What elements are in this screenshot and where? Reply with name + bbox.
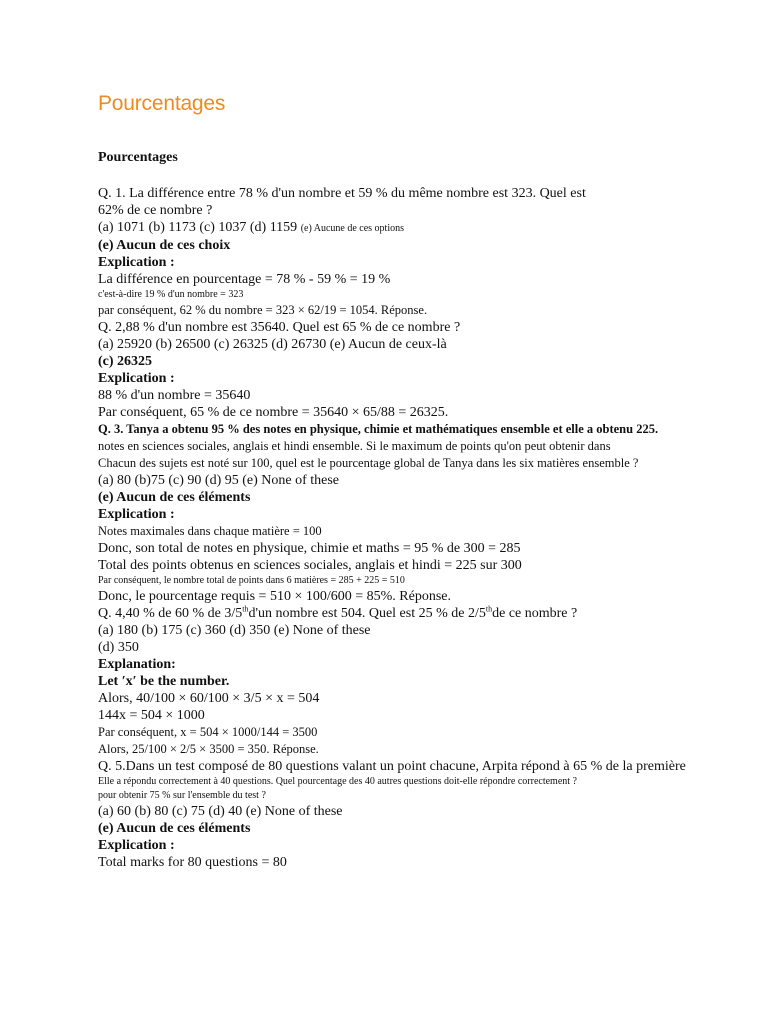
text-line [98,370,718,387]
text-line [98,707,718,724]
text-line [98,775,718,789]
line-text: (e) Aucun de ces éléments [98,490,251,505]
line-text: (a) 80 (b)75 (c) 90 (d) 95 (e) None of these [98,473,340,488]
text-line [98,302,718,319]
line-text: Let ′x′ be the number. [98,674,230,689]
text-line [98,639,718,656]
line-text: Q. 4,40 % de 60 % de 3/5 [98,606,243,621]
line-text: Donc, son total de notes en physique, chimie et maths = 95 % de 300 = 285 [98,541,521,556]
text-line [98,741,718,758]
text-line [98,540,718,557]
text-line [98,421,718,438]
text-line [98,724,718,741]
page-title: Pourcentages [98,92,226,115]
line-text: Alors, 40/100 × 60/100 × 3/5 × x = 504 [98,691,320,706]
text-line [98,506,718,523]
line-text: d'un nombre est 504. Quel est 25 % de 2/5 [248,606,486,621]
line-text: Q. 3. Tanya a obtenu 95 % des notes en physique, chimie et mathématiques ensemble et elle a obtenu 225. [98,422,659,436]
text-line [98,404,718,421]
line-text: Total marks for 80 questions = 80 [98,855,287,870]
line-text: Chacun des sujets est noté sur 100, quel est le pourcentage global de Tanya dans les six matières ensemble ? [98,456,639,470]
line-text: (e) Aucun de ces éléments [98,821,251,836]
line-text: Explication : [98,838,175,853]
text-line [98,237,718,254]
text-line [98,789,718,803]
line-text: Explication : [98,255,175,270]
superscript: th [242,604,249,614]
line-text: (a) 180 (b) 175 (c) 360 (d) 350 (e) None of these [98,623,371,638]
text-line [98,489,718,506]
text-line [98,319,718,336]
text-line [98,673,718,690]
document-body [98,149,718,871]
text-line [98,690,718,707]
text-line [98,472,718,489]
text-line [98,523,718,540]
superscript: th [485,604,493,614]
text-lines [98,185,718,871]
text-line [98,656,718,673]
text-line [98,837,718,854]
line-text: Q. 1. La différence entre 78 % d'un nombre et 59 % du même nombre est 323. Quel est [98,186,586,201]
line-text: (e) Aucun de ces choix [98,238,231,253]
line-text: 88 % d'un nombre = 35640 [98,388,251,403]
text-line [98,854,718,871]
line-text: Notes maximales dans chaque matière = 100 [98,524,322,538]
line-text: notes en sciences sociales, anglais et hindi ensemble. Si le maximum de points qu'on peut obtenir dans [98,439,611,453]
option-note: (e) Aucune de ces options [300,223,404,234]
line-text: Explanation: [98,657,176,672]
text-line [98,185,718,202]
line-text: 62% de ce nombre ? [98,203,213,218]
line-text: Total des points obtenus en sciences sociales, anglais et hindi = 225 sur 300 [98,558,522,573]
text-line [98,202,718,219]
line-text: La différence en pourcentage = 78 % - 59 % = 19 % [98,272,391,287]
text-line [98,271,718,288]
text-line [98,254,718,271]
text-line [98,588,718,605]
text-line [98,622,718,639]
line-text: Elle a répondu correctement à 40 questions. Quel pourcentage des 40 autres questions doit-elle répondre correctement ? [98,776,577,787]
line-text: Q. 2,88 % d'un nombre est 35640. Quel est 65 % de ce nombre ? [98,320,461,335]
text-line [98,336,718,353]
line-text: (a) 25920 (b) 26500 (c) 26325 (d) 26730 (e) Aucun de ceux-là [98,337,447,352]
text-line [98,758,718,775]
section-subtitle: Pourcentages [98,150,178,165]
line-text: (a) 1071 (b) 1173 (c) 1037 (d) 1159 [98,220,301,235]
text-line [98,438,718,455]
line-text: de ce nombre ? [492,606,578,621]
text-line [98,387,718,404]
text-line [98,803,718,820]
line-text: (d) 350 [98,640,139,655]
text-line [98,557,718,574]
line-text: Explication : [98,507,175,522]
line-text: Par conséquent, 65 % de ce nombre = 35640 × 65/88 = 26325. [98,405,449,420]
line-text: Par conséquent, le nombre total de points dans 6 matières = 285 + 225 = 510 [98,575,405,586]
text-line [98,574,718,588]
line-text: Explication : [98,371,175,386]
text-line [98,219,718,237]
line-text: pour obtenir 75 % sur l'ensemble du test ? [98,790,266,801]
line-text: Donc, le pourcentage requis = 510 × 100/600 = 85%. Réponse. [98,589,452,604]
line-text: 144x = 504 × 1000 [98,708,205,723]
line-text: Par conséquent, x = 504 × 1000/144 = 3500 [98,725,318,739]
line-text: Q. 5.Dans un test composé de 80 questions valant un point chacune, Arpita répond à 65 % de la première [98,759,686,774]
text-line [98,820,718,837]
line-text: (a) 60 (b) 80 (c) 75 (d) 40 (e) None of these [98,804,343,819]
text-line [98,605,718,622]
line-text: Alors, 25/100 × 2/5 × 3500 = 350. Réponse. [98,742,319,756]
line-text: (c) 26325 [98,354,153,369]
line-text: par conséquent, 62 % du nombre = 323 × 62/19 = 1054. Réponse. [98,303,428,317]
line-text: c'est-à-dire 19 % d'un nombre = 323 [98,289,244,300]
text-line [98,455,718,472]
text-line [98,288,718,302]
text-line [98,353,718,370]
